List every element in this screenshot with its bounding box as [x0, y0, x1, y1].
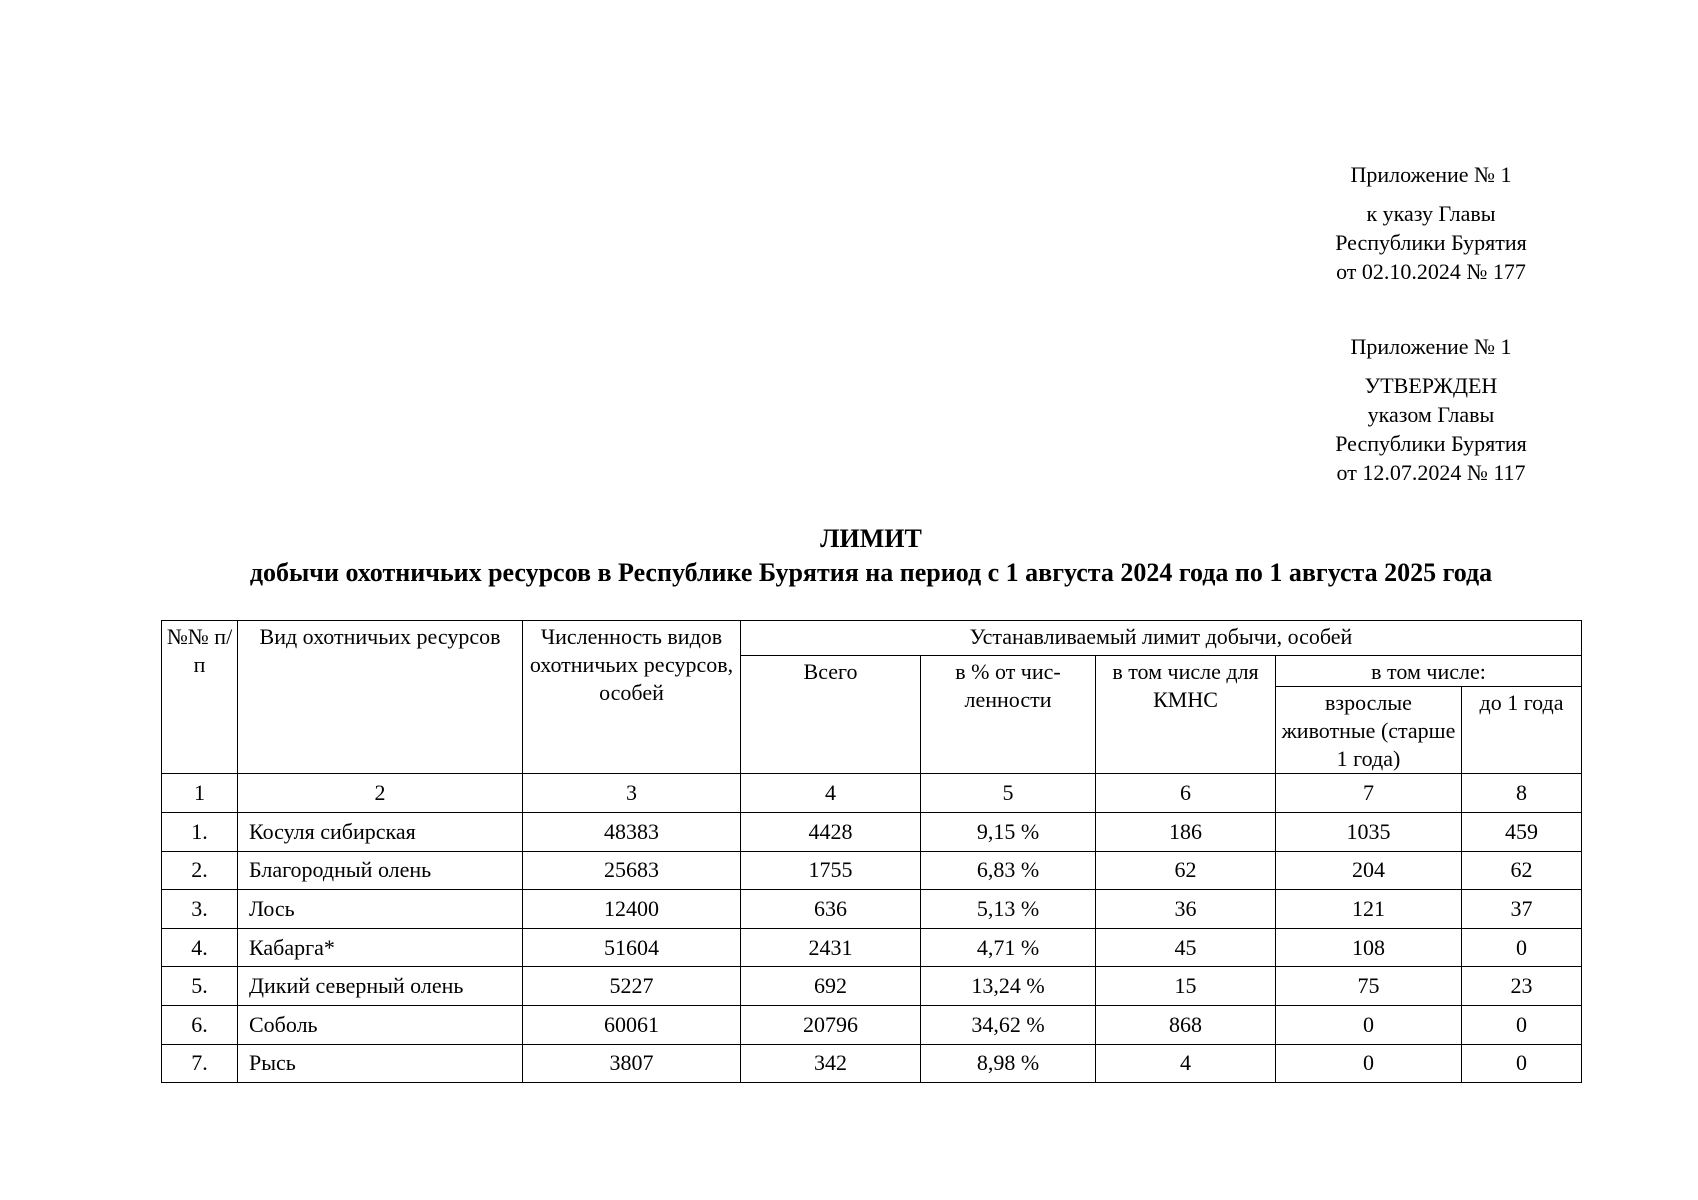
appendix-title: Приложение № 1	[1350, 162, 1512, 187]
population-cell: 48383	[523, 813, 741, 852]
young-cell: 62	[1462, 851, 1582, 890]
population-cell: 12400	[523, 890, 741, 929]
species-name: Благородный олень	[238, 851, 523, 890]
header-adult: взрослые животные (старше 1 года)	[1276, 687, 1462, 774]
total-limit-cell: 1755	[741, 851, 921, 890]
header-num: №№ п/п	[162, 621, 238, 774]
species-name: Рысь	[238, 1044, 523, 1083]
table-row	[162, 851, 1582, 890]
species-name: Соболь	[238, 1005, 523, 1044]
column-number: 3	[523, 774, 741, 813]
appendix-line: Республики Бурятия	[1335, 230, 1527, 255]
header-young: до 1 года	[1462, 687, 1582, 774]
adult-cell: 204	[1276, 851, 1462, 890]
young-cell: 0	[1462, 1044, 1582, 1083]
kmns-cell: 4	[1096, 1044, 1276, 1083]
total-limit-cell: 636	[741, 890, 921, 929]
row-number: 1.	[162, 813, 238, 852]
total-limit-cell: 342	[741, 1044, 921, 1083]
kmns-cell: 36	[1096, 890, 1276, 929]
species-name: Косуля сибирская	[238, 813, 523, 852]
row-number: 2.	[162, 851, 238, 890]
table-row	[162, 967, 1582, 1006]
column-number: 5	[921, 774, 1096, 813]
header-limit-group: Устанавливаемый лимит добычи, особей	[741, 621, 1582, 656]
young-cell: 0	[1462, 928, 1582, 967]
row-number: 4.	[162, 928, 238, 967]
population-cell: 60061	[523, 1005, 741, 1044]
appendix-line: от 02.10.2024 № 177	[1336, 259, 1526, 284]
appendix-line: от 12.07.2024 № 117	[1336, 460, 1526, 485]
kmns-cell: 868	[1096, 1005, 1276, 1044]
adult-cell: 108	[1276, 928, 1462, 967]
document-title-main: ЛИМИТ	[820, 524, 922, 553]
row-number: 7.	[162, 1044, 238, 1083]
header-species: Вид охотничьих ресурсов	[238, 621, 523, 774]
young-cell: 459	[1462, 813, 1582, 852]
table-row	[162, 1044, 1582, 1083]
header-including: в том числе:	[1276, 656, 1582, 687]
appendix-line: указом Главы	[1367, 402, 1495, 427]
table-row	[162, 813, 1582, 852]
hunting-limit-table	[161, 620, 1582, 1083]
kmns-cell: 15	[1096, 967, 1276, 1006]
header-population: Численность видов охотничьих ресурсов, особей	[523, 621, 741, 774]
total-limit-cell: 2431	[741, 928, 921, 967]
percent-cell: 4,71 %	[921, 928, 1096, 967]
document-subtitle: добычи охотничьих ресурсов в Республике Бурятия на период с 1 августа 2024 года по 1 августа 2025 года	[249, 558, 1493, 587]
young-cell: 0	[1462, 1005, 1582, 1044]
population-cell: 51604	[523, 928, 741, 967]
percent-cell: 34,62 %	[921, 1005, 1096, 1044]
row-number: 6.	[162, 1005, 238, 1044]
percent-cell: 9,15 %	[921, 813, 1096, 852]
appendix-block-amendment	[1301, 160, 1561, 286]
adult-cell: 75	[1276, 967, 1462, 1006]
total-limit-cell: 20796	[741, 1005, 921, 1044]
population-cell: 5227	[523, 967, 741, 1006]
kmns-cell: 45	[1096, 928, 1276, 967]
total-limit-cell: 692	[741, 967, 921, 1006]
document-title	[0, 522, 1698, 590]
column-number: 6	[1096, 774, 1276, 813]
kmns-cell: 62	[1096, 851, 1276, 890]
row-number: 5.	[162, 967, 238, 1006]
adult-cell: 121	[1276, 890, 1462, 929]
percent-cell: 6,83 %	[921, 851, 1096, 890]
table-row	[162, 1005, 1582, 1044]
column-number: 7	[1276, 774, 1462, 813]
kmns-cell: 186	[1096, 813, 1276, 852]
column-number: 4	[741, 774, 921, 813]
table-row	[162, 890, 1582, 929]
percent-cell: 5,13 %	[921, 890, 1096, 929]
total-limit-cell: 4428	[741, 813, 921, 852]
species-name: Кабарга*	[238, 928, 523, 967]
species-name: Дикий северный олень	[238, 967, 523, 1006]
appendix-line: к указу Главы	[1366, 201, 1496, 226]
appendix-block-approved	[1301, 332, 1561, 487]
adult-cell: 1035	[1276, 813, 1462, 852]
young-cell: 37	[1462, 890, 1582, 929]
population-cell: 3807	[523, 1044, 741, 1083]
young-cell: 23	[1462, 967, 1582, 1006]
column-number: 1	[162, 774, 238, 813]
percent-cell: 13,24 %	[921, 967, 1096, 1006]
species-name: Лось	[238, 890, 523, 929]
column-number: 2	[238, 774, 523, 813]
adult-cell: 0	[1276, 1044, 1462, 1083]
percent-cell: 8,98 %	[921, 1044, 1096, 1083]
header-percent: в % от чис-ленности	[921, 656, 1096, 774]
table-row	[162, 928, 1582, 967]
column-number-row	[162, 774, 1582, 813]
header-total: Всего	[741, 656, 921, 774]
row-number: 3.	[162, 890, 238, 929]
appendix-title: Приложение № 1	[1350, 334, 1512, 359]
appendix-line: УТВЕРЖДЕН	[1364, 373, 1498, 398]
appendix-line: Республики Бурятия	[1335, 431, 1527, 456]
column-number: 8	[1462, 774, 1582, 813]
header-kmns: в том числе для КМНС	[1096, 656, 1276, 774]
adult-cell: 0	[1276, 1005, 1462, 1044]
population-cell: 25683	[523, 851, 741, 890]
